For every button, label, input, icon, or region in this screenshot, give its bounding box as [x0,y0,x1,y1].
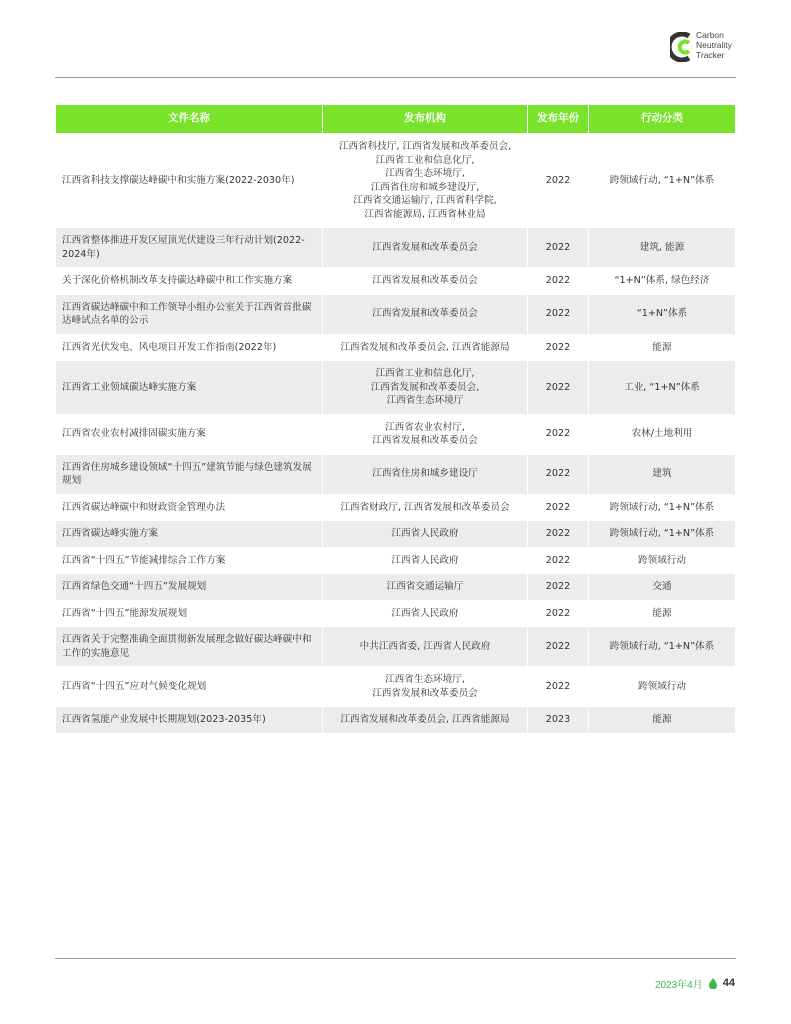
agency-line: 江西省发展和改革委员会 [372,435,478,446]
document-name-cell: 江西省光伏发电、风电项目开发工作指南(2022年) [56,335,322,361]
logo-line: Carbon [696,30,724,40]
agency-line: 江西省住房和城乡建设厅, [370,181,480,193]
document-name-cell: 江西省碳达峰碳中和工作领导小组办公室关于江西省首批碳达峰试点名单的公示 [56,295,322,334]
publish-year-cell: 2022 [528,667,588,706]
publish-year-cell: 2022 [528,521,588,547]
document-name-cell: 江西省农业农村减排固碳实施方案 [56,415,322,454]
policy-documents-table [55,104,736,734]
agency-line: 江西省生态环境厅, [385,674,465,685]
logo-text [696,30,732,60]
table-row [56,415,735,454]
action-category-cell: 跨领域行动 [589,667,735,706]
header-action-category: 行动分类 [589,105,735,133]
publish-year-cell: 2022 [528,548,588,574]
agency-line: 江西省发展和改革委员会 [372,687,478,699]
document-name-cell: 江西省碳达峰碳中和财政资金管理办法 [56,495,322,521]
document-name-cell: 江西省科技支撑碳达峰碳中和实施方案(2022-2030年) [56,134,322,227]
publish-year-cell: 2022 [528,134,588,227]
document-name-cell: 江西省“十四五”应对气候变化规划 [56,667,322,706]
table-row [56,295,735,334]
table-row [56,627,735,666]
issuing-agency-cell [323,134,527,227]
action-category-cell: 交通 [589,574,735,600]
issuing-agency-cell [323,268,527,294]
logo-c-icon [670,32,692,62]
action-category-cell: 农林/土地利用 [589,415,735,454]
issuing-agency-cell [323,574,527,600]
agency-line: 江西省农业农村厅, [385,421,465,433]
table-body [56,134,735,733]
table-row [56,521,735,547]
document-name-cell: 江西省碳达峰实施方案 [56,521,322,547]
footer-date: 2023年4月 [654,979,703,991]
page-footer [655,976,735,990]
issuing-agency-cell [323,521,527,547]
action-category-cell: 工业, “1+N”体系 [589,361,735,414]
logo-line: Neutrality [696,40,732,50]
publish-year-cell: 2022 [528,601,588,627]
table-row [56,601,735,627]
action-category-cell: 跨领域行动, “1+N”体系 [589,134,735,227]
agency-line: 江西省发展和改革委员会, 江西省能源局 [340,341,510,353]
action-category-cell: “1+N”体系, 绿色经济 [589,268,735,294]
issuing-agency-cell [323,601,527,627]
table-row [56,455,735,494]
issuing-agency-cell [323,228,527,267]
action-category-cell: “1+N”体系 [589,295,735,334]
agency-line: 江西省人民政府 [391,554,459,566]
issuing-agency-cell [323,361,527,414]
agency-line: 江西省科技厅, 江西省发展和改革委员会, [338,141,512,152]
agency-line: 江西省能源局, 江西省林业局 [364,208,486,220]
document-name-cell: 江西省“十四五”节能减排综合工作方案 [56,548,322,574]
publish-year-cell: 2022 [528,361,588,414]
table-header-row [56,105,735,133]
table-row [56,228,735,267]
document-name-cell: 江西省住房城乡建设领域“十四五”建筑节能与绿色建筑发展规划 [56,455,322,494]
agency-line: 江西省发展和改革委员会 [372,241,478,253]
table-row [56,268,735,294]
publish-year-cell: 2022 [528,335,588,361]
action-category-cell: 能源 [589,335,735,361]
agency-line: 江西省发展和改革委员会, [370,381,480,393]
footer-divider [55,958,736,959]
action-category-cell: 跨领域行动, “1+N”体系 [589,495,735,521]
agency-line: 中共江西省委, 江西省人民政府 [359,640,491,652]
agency-line: 江西省住房和城乡建设厅 [372,468,478,480]
issuing-agency-cell [323,495,527,521]
table-row [56,134,735,227]
header-publish-year: 发布年份 [528,105,588,133]
publish-year-cell: 2022 [528,455,588,494]
issuing-agency-cell [323,707,527,733]
action-category-cell: 建筑, 能源 [589,228,735,267]
issuing-agency-cell [323,667,527,706]
publish-year-cell: 2022 [528,627,588,666]
agency-line: 江西省发展和改革委员会, 江西省能源局 [340,714,510,725]
header-document-name: 文件名称 [56,105,322,133]
carbon-neutrality-tracker-logo [670,30,780,66]
table-row [56,495,735,521]
leaf-icon [709,978,717,989]
agency-line: 江西省工业和信息化厅, [375,368,475,379]
issuing-agency-cell [323,415,527,454]
publish-year-cell: 2022 [528,295,588,334]
table-row [56,335,735,361]
table-row [56,667,735,706]
agency-line: 江西省交通运输厅 [386,581,464,592]
action-category-cell: 跨领域行动 [589,548,735,574]
issuing-agency-cell [323,548,527,574]
agency-line: 江西省工业和信息化厅, [375,154,475,166]
table-row [56,548,735,574]
publish-year-cell: 2023 [528,707,588,733]
document-name-cell: 关于深化价格机制改革支持碳达峰碳中和工作实施方案 [56,268,322,294]
agency-line: 江西省发展和改革委员会 [372,308,478,320]
document-name-cell: 江西省氢能产业发展中长期规划(2023-2035年) [56,707,322,733]
issuing-agency-cell [323,627,527,666]
issuing-agency-cell [323,335,527,361]
action-category-cell: 跨领域行动, “1+N”体系 [589,627,735,666]
agency-line: 江西省财政厅, 江西省发展和改革委员会 [340,501,510,513]
document-name-cell: 江西省工业领域碳达峰实施方案 [56,361,322,414]
agency-line: 江西省发展和改革委员会 [372,275,478,286]
issuing-agency-cell [323,295,527,334]
action-category-cell: 能源 [589,601,735,627]
page-number: 44 [722,977,735,989]
table-row [56,361,735,414]
header-issuing-agency: 发布机构 [323,105,527,133]
agency-line: 江西省人民政府 [391,607,459,619]
agency-line: 江西省交通运输厅, 江西省科学院, [353,195,497,206]
publish-year-cell: 2022 [528,268,588,294]
agency-line: 江西省生态环境厅 [386,395,464,406]
logo-c-green [680,42,689,53]
issuing-agency-cell [323,455,527,494]
document-name-cell: 江西省关于完整准确全面贯彻新发展理念做好碳达峰碳中和工作的实施意见 [56,627,322,666]
publish-year-cell: 2022 [528,415,588,454]
table-row [56,574,735,600]
logo-line: Tracker [696,50,725,60]
action-category-cell: 跨领域行动, “1+N”体系 [589,521,735,547]
table-row [56,707,735,733]
header-divider [55,77,736,78]
document-name-cell: 江西省整体推进开发区屋顶光伏建设三年行动计划(2022-2024年) [56,228,322,267]
action-category-cell: 能源 [589,707,735,733]
publish-year-cell: 2022 [528,495,588,521]
publish-year-cell: 2022 [528,574,588,600]
publish-year-cell: 2022 [528,228,588,267]
agency-line: 江西省人民政府 [391,528,459,539]
agency-line: 江西省生态环境厅, [385,168,465,179]
document-name-cell: 江西省绿色交通“十四五”发展规划 [56,574,322,600]
action-category-cell: 建筑 [589,455,735,494]
document-name-cell: 江西省“十四五”能源发展规划 [56,601,322,627]
